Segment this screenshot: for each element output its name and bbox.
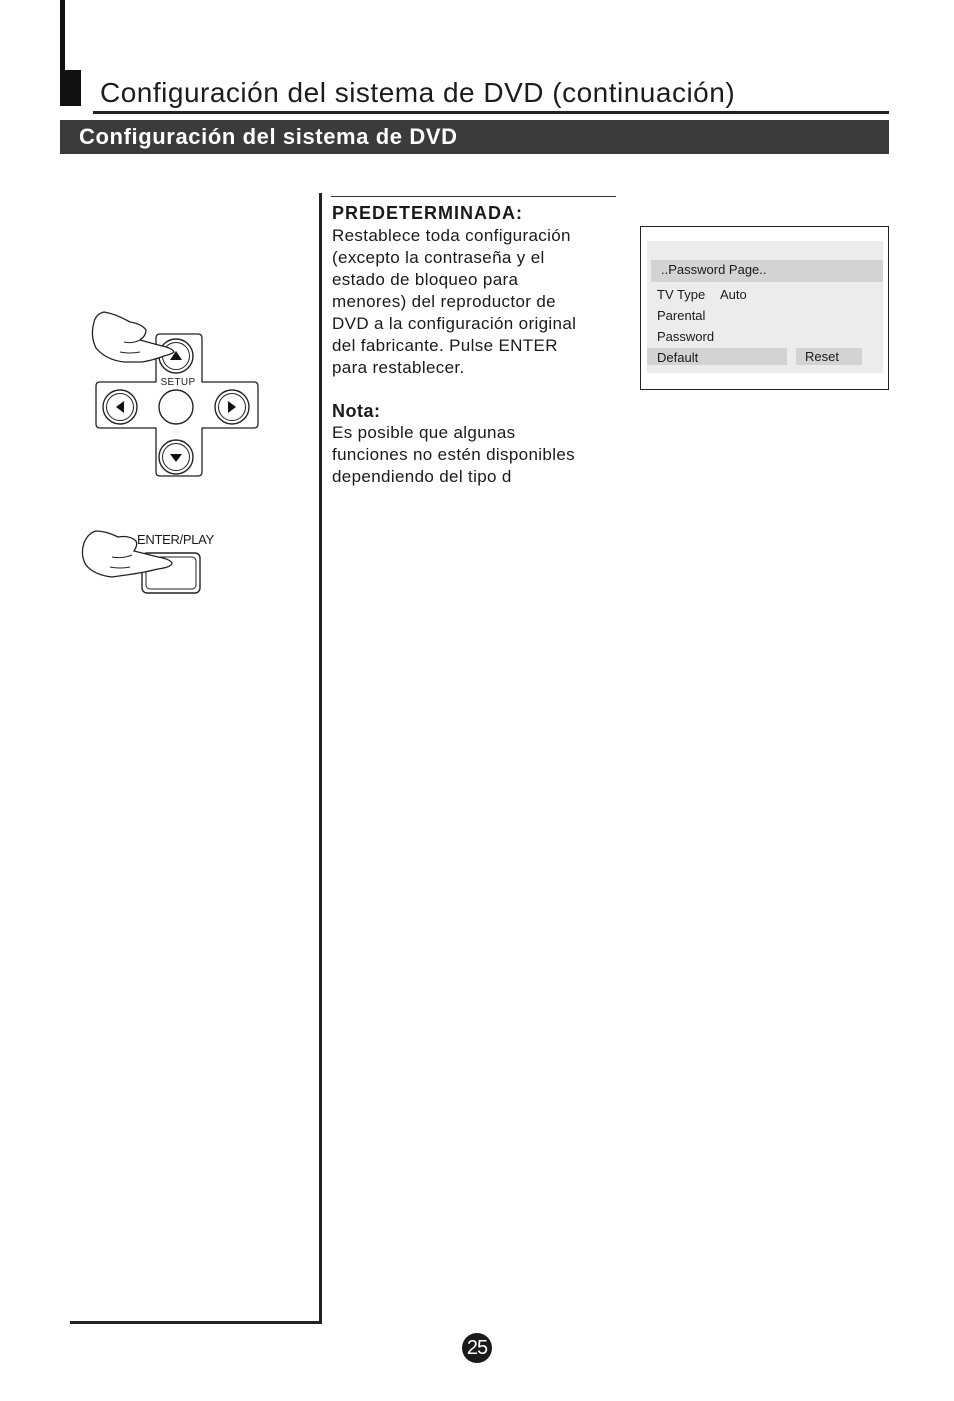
header-accent-block <box>60 70 81 106</box>
setup-label: SETUP <box>160 377 196 388</box>
page-title: Configuración del sistema de DVD (continuación) <box>100 77 736 108</box>
text-top-rule <box>331 196 616 197</box>
bottom-rule <box>70 1321 322 1324</box>
note-heading: Nota: <box>332 401 381 421</box>
center-button[interactable] <box>159 390 193 424</box>
default-description: Restablece toda configuración (excepto la contraseña y el estado de bloqueo para menores) del reproductor de DVD a la configuración original del fabricante. Pulse ENTER para restablecer. <box>332 226 577 377</box>
left-arrow-button[interactable] <box>103 390 137 424</box>
menu-reset-option[interactable]: Reset <box>805 349 839 364</box>
header-accent-bar <box>60 0 65 70</box>
right-arrow-button[interactable] <box>215 390 249 424</box>
page-number: 25 <box>462 1333 492 1363</box>
menu-item-password[interactable]: Password <box>657 329 715 344</box>
section-title: Configuración del sistema de DVD <box>79 124 458 149</box>
menu-header: ..Password Page.. <box>661 262 767 277</box>
enter-play-label: ENTER/PLAY <box>137 532 214 547</box>
menu-item-tv-type[interactable]: TV Type <box>657 287 706 302</box>
menu-item-tv-type-value: Auto <box>720 287 747 302</box>
menu-item-default[interactable]: Default <box>657 350 699 365</box>
column-divider <box>319 193 322 1323</box>
note-text: Es posible que algunas funciones no estén disponibles dependiendo del tipo d <box>332 423 575 486</box>
default-heading: PREDETERMINADA: <box>332 203 524 223</box>
menu-item-parental[interactable]: Parental <box>657 308 706 323</box>
title-underline <box>93 111 889 114</box>
remote-dpad-illustration <box>80 300 280 490</box>
down-arrow-button[interactable] <box>159 440 193 474</box>
